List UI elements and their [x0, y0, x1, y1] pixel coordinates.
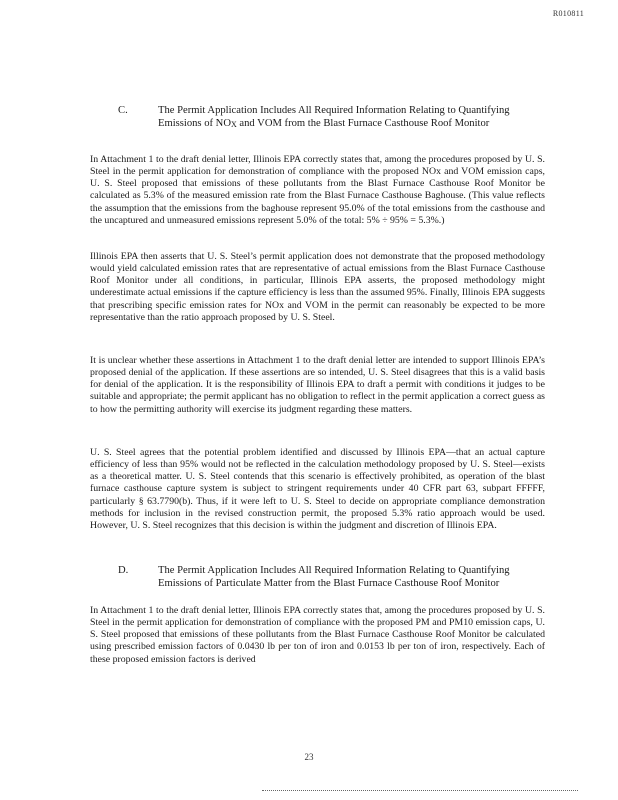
paragraph-1: In Attachment 1 to the draft denial letter, Illinois EPA correctly states that, among the procedures proposed by U. S. Steel in the permit application for demonstration of compliance with the proposed NOx and VOM emission caps, U. S. Steel proposed that emissions of these pollutants from the Blast Furnace Casthouse Roof Monitor be calculated as 5.3% of the measured emission rate from the Blast Furnace Casthouse Baghouse. (This value reflects the assumption that the emissions from the baghouse represent 95.0% of the total emissions from the casthouse and the uncaptured and unmeasured emissions represent 5.0% of the total: 5% ÷ 95% = 5.3%.) [90, 154, 545, 226]
footer-rule [262, 788, 578, 791]
paragraph-4: U. S. Steel agrees that the potential problem identified and discussed by Illinois EPA—that an actual capture efficiency of less than 95% would not be reflected in the calculation methodology proposed by U. S. Steel—exists as a theoretical matter. U. S. Steel contends that this scenario is effectively prohibited, as operation of the blast furnace casthouse capture system is subject to stringent requirements under 40 CFR part 63, subpart FFFFF, particularly § 63.7790(b). Thus, if it were left to U. S. Steel to decide on appropriate compliance demonstration methods for inclusion in the revised construction permit, the proposed 5.3% ratio approach would be used. However, U. S. Steel recognizes that this decision is within the judgment and discretion of Illinois EPA. [90, 447, 545, 531]
paragraph-3: It is unclear whether these assertions in Attachment 1 to the draft denial letter are intended to support Illinois EPA’s proposed denial of the application. If these assertions are so intended, U. S. Steel disagrees that this is a valid basis for denial of the application. It is the responsibility of Illinois EPA to draft a permit with conditions it judges to be suitable and appropriate; the permit applicant has no obligation to reflect in the permit application a correct guess as to how the permitting authority will exercise its judgment regarding these matters. [90, 355, 545, 415]
section-c-letter: C. [118, 105, 128, 116]
section-d-title: The Permit Application Includes All Required Information Relating to Quantifying Emissions of Particulate Matter from the Blast Furnace Casthouse Roof Monitor [158, 565, 510, 590]
section-d-letter: D. [118, 565, 129, 576]
document-id: R010811 [552, 9, 584, 18]
paragraph-5: In Attachment 1 to the draft denial letter, Illinois EPA correctly states that, among the procedures proposed by U. S. Steel in the permit application for demonstration of compliance with the proposed PM and PM10 emission caps, U. S. Steel proposed that emissions of these pollutants from the Blast Furnace Casthouse Roof Monitor be calculated using prescribed emission factors of 0.0430 lb per ton of iron and 0.0153 lb per ton of iron, respectively. Each of these proposed emission factors is derived [90, 605, 545, 665]
page-number: 23 [304, 752, 314, 762]
section-c-title: The Permit Application Includes All Required Information Relating to Quantifying Emissions of $NO_X$ and VOM from the Blast Furnace Casthouse Roof Monitor [158, 105, 510, 130]
section-c-heading [118, 104, 528, 131]
section-d-heading [118, 564, 528, 591]
paragraph-2: Illinois EPA then asserts that U. S. Steel’s permit application does not demonstrate that the proposed methodology would yield calculated emission rates that are representative of actual emissions from the Blast Furnace Casthouse Roof Monitor under all conditions, in particular, Illinois EPA asserts, the proposed methodology might underestimate actual emissions if the capture efficiency is less than the assumed 95%. Finally, Illinois EPA suggests that prescribing specific emission rates for NOx and VOM in the permit can reasonably be expected to be more representative than the ratio approach proposed by U. S. Steel. [90, 251, 545, 323]
